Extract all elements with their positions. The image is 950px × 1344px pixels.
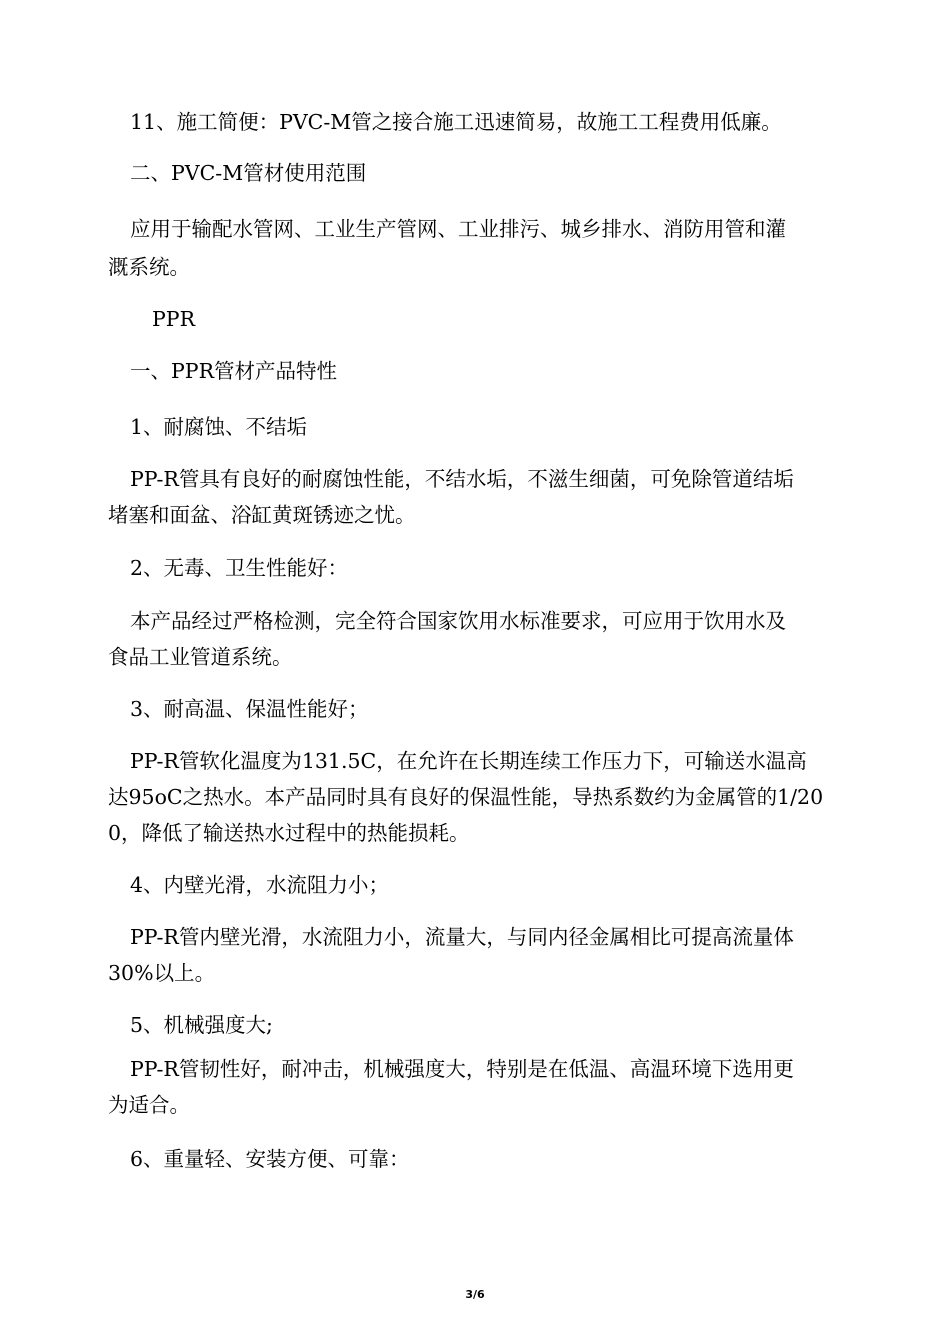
section-heading-ppr-features: 一、PPR管材产品特性 (130, 359, 338, 383)
item-heading-6: 6、重量轻、安装方便、可靠： (130, 1147, 410, 1171)
text-line-21: PP-R管韧性好，耐冲击，机械强度大，特别是在低温、高温环境下选用更 (130, 1057, 794, 1081)
text-line-16: 0，降低了输送热水过程中的热能损耗。 (108, 821, 470, 845)
text-line-15: 达95oC之热水。本产品同时具有良好的保温性能，导热系数约为金属管的1/20 (108, 785, 824, 809)
text-line-18: PP-R管内壁光滑，水流阻力小，流量大，与同内径金属相比可提高流量体 (130, 925, 794, 949)
text-line-14: PP-R管软化温度为131.5C，在允许在长期连续工作压力下，可输送水温高 (130, 749, 807, 773)
text-line-3: 应用于输配水管网、工业生产管网、工业排污、城乡排水、消防用管和灌 (130, 217, 786, 241)
section-heading-pvcm-usage: 二、PVC-M管材使用范围 (130, 161, 367, 185)
item-heading-5: 5、机械强度大; (130, 1013, 273, 1037)
text-line-4: 溉系统。 (108, 255, 190, 279)
text-line-11: 本产品经过严格检测，完全符合国家饮用水标准要求，可应用于饮用水及 (130, 609, 786, 633)
text-line-1: 11、施工简便：PVC-M管之接合施工迅速简易，故施工工程费用低廉。 (130, 110, 782, 134)
item-heading-3: 3、耐高温、保温性能好； (130, 697, 369, 721)
text-line-12: 食品工业管道系统。 (108, 645, 293, 669)
text-line-9: 堵塞和面盆、浴缸黄斑锈迹之忧。 (108, 503, 416, 527)
text-line-22: 为适合。 (108, 1093, 190, 1117)
item-heading-2: 2、无毒、卫生性能好： (130, 556, 349, 580)
item-heading-1: 1、耐腐蚀、不结垢 (130, 415, 308, 439)
page-number: 3/6 (465, 1288, 485, 1301)
text-line-8: PP-R管具有良好的耐腐蚀性能，不结水垢，不滋生细菌，可免除管道结垢 (130, 467, 794, 491)
heading-ppr: PPR (152, 307, 196, 331)
item-heading-4: 4、内壁光滑，水流阻力小； (130, 873, 390, 897)
text-line-19: 30%以上。 (108, 961, 216, 985)
